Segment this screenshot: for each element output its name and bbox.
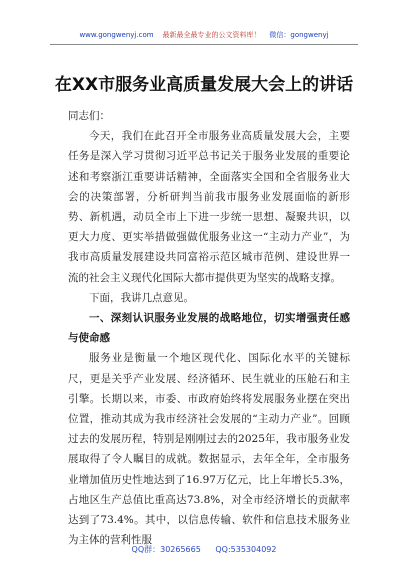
paragraph: 服务业是衡量一个地区现代化、国际化水平的关键标尺，更是关乎产业发展、经济循环、民生就业的压舱石和主引擎。长期以来，市委、市政府始终将发展服务业摆在突出位置，推动其成为我市经济社会发展的“主动力产业”。回顾过去的发展历程，特别是刚刚过去的2025年，我市服务业发展取得了令人瞩目的成就。数据显示，去年全年，全市服务业增加值历史性地达到了16.97万亿元，比上年增长5.3%，占地区生产总值比重高达73.8%，对全市经济增长的贡献率达到了73.4%。其中，以信息传输、软件和信息技术服务业为主体的营利性服 (68, 352, 350, 547)
page-header (0, 30, 408, 40)
salutation: 同志们： (68, 110, 110, 122)
footer-qq: QQ:535304092 (215, 545, 277, 554)
paragraph: 下面，我讲几点意见。 (89, 291, 194, 304)
page-footer (0, 544, 408, 555)
page-title: 在XX市服务业高质量发展大会上的讲话 (54, 75, 354, 95)
section-heading: 一、深刻认识服务业发展的战略地位，切实增强责任感与使命感 (68, 312, 350, 345)
document-body (68, 106, 350, 550)
paragraph: 今天，我们在此召开全市服务业高质量发展大会，主要任务是深入学习贯彻习近平总书记关于服务业发展的重要论述和考察浙江重要讲话精神，全面落实全国和全省服务业大会的决策部署，分析研判当前我市服务业发展面临的新形势、新机遇，动员全市上下进一步统一思想、凝聚共识，以更大力度、更实举措做强做优服务业这一“主动力产业”，为我市高质量发展建设共同富裕示范区城市范例、建设世界一流的社会主义现代化国际大都市提供更为坚实的战略支撑。 (68, 130, 350, 284)
header-divider (50, 44, 358, 45)
footer-qq-group: QQ群：30265665 (131, 545, 201, 554)
header-site-link[interactable]: www.gongwenyj.com (79, 31, 154, 39)
header-wechat: 微信：gongwenyj (269, 31, 329, 39)
header-slogan: 最新最全最专业的公文资料库！ (162, 31, 261, 39)
